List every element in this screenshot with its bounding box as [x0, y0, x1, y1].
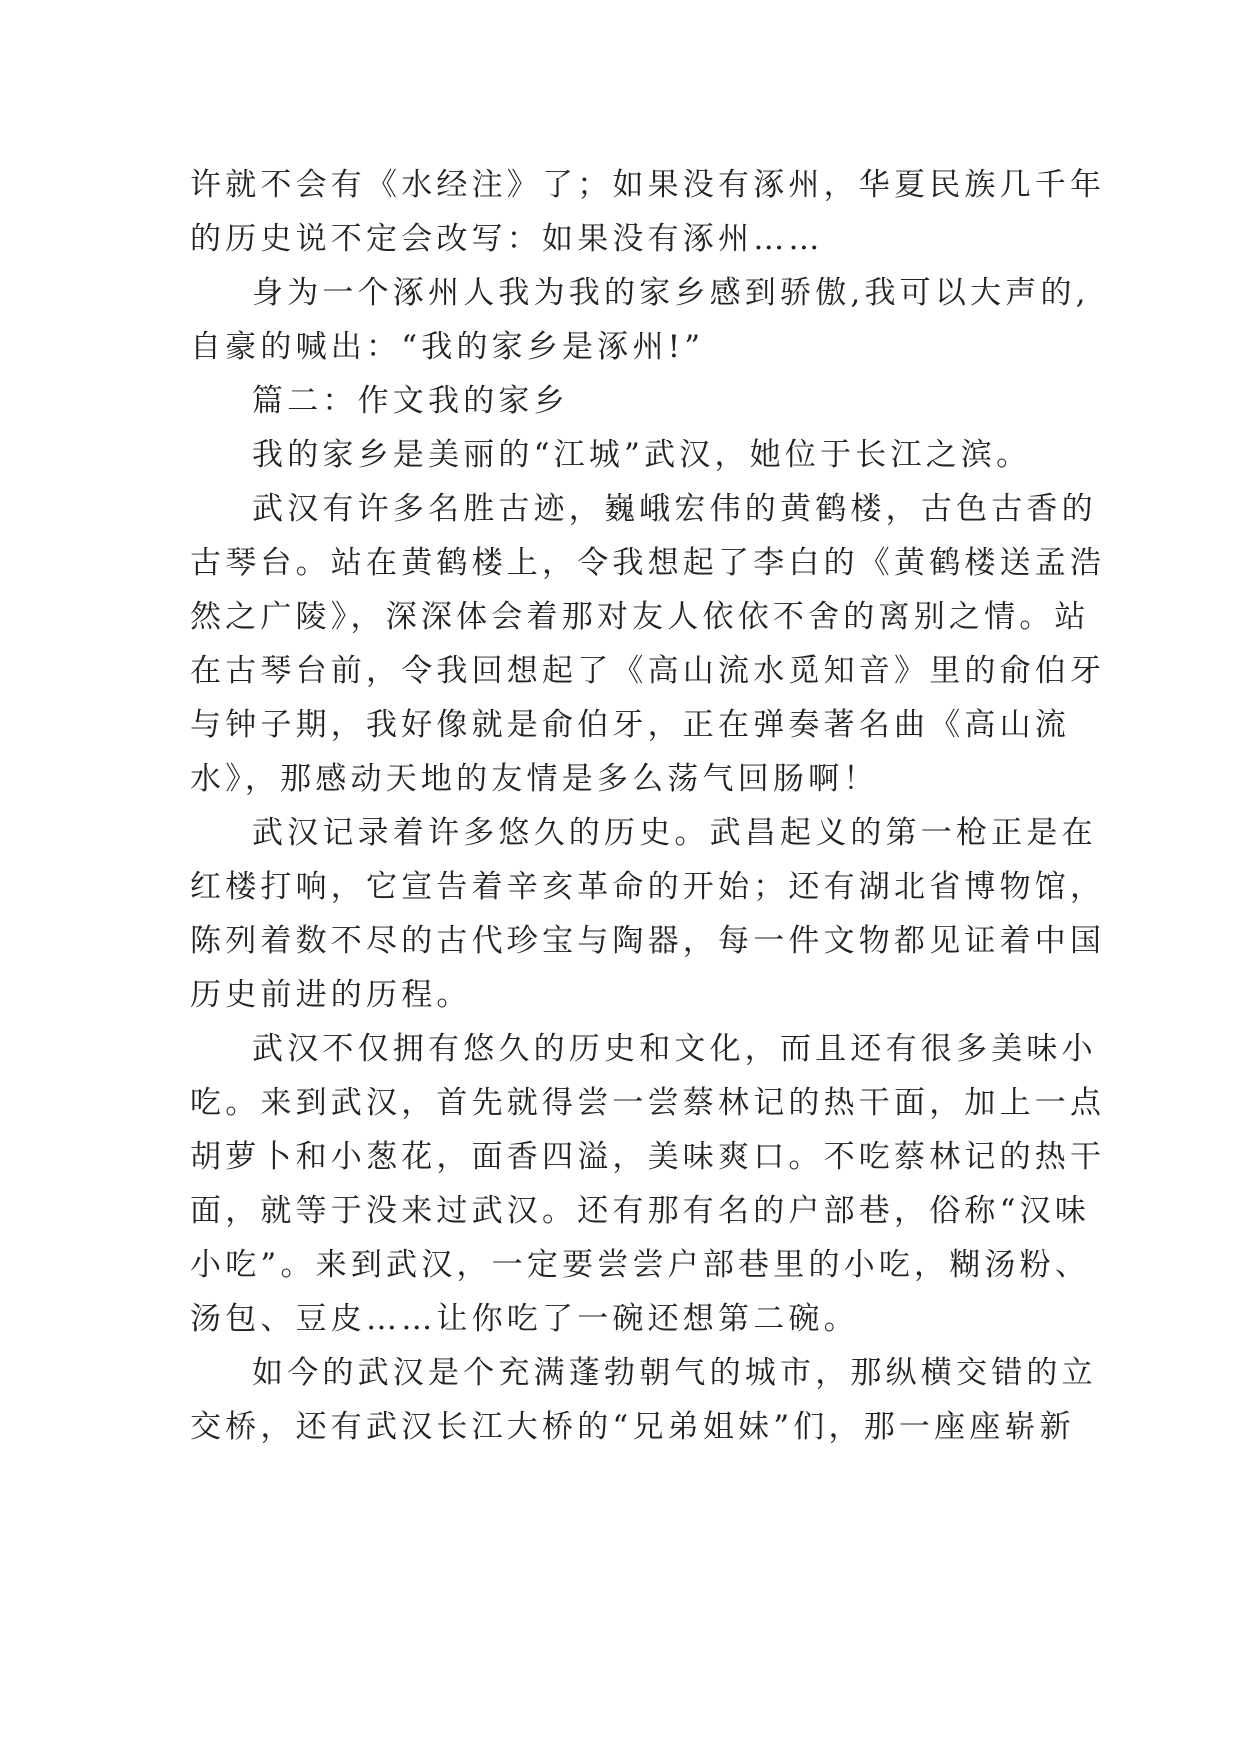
text-line: 许就不会有《水经注》了；如果没有涿州，华夏民族几千年 — [190, 167, 1106, 203]
section-heading: 篇二：作文我的家乡 — [252, 383, 569, 419]
text-line: 与钟子期，我好像就是俞伯牙，正在弹奏著名曲《高山流 — [190, 707, 1070, 743]
paragraph-start-line: 武汉有许多名胜古迹，巍峨宏伟的黄鹤楼，古色古香的 — [252, 491, 1097, 527]
text-line: 吃。来到武汉，首先就得尝一尝蔡林记的热干面，加上一点 — [190, 1085, 1106, 1121]
text-line: 交桥，还有武汉长江大桥的“兄弟姐妹”们，那一座座崭新 — [190, 1409, 1075, 1445]
text-line: 古琴台。站在黄鹤楼上，令我想起了李白的《黄鹤楼送孟浩 — [190, 545, 1106, 581]
text-line: 历史前进的历程。 — [190, 977, 472, 1013]
text-line: 胡萝卜和小葱花，面香四溢，美味爽口。不吃蔡林记的热干 — [190, 1139, 1106, 1175]
text-line: 红楼打响，它宣告着辛亥革命的开始；还有湖北省博物馆， — [190, 869, 1106, 905]
paragraph-start-line: 武汉记录着许多悠久的历史。武昌起义的第一枪正是在 — [252, 815, 1097, 851]
text-line: 的历史说不定会改写：如果没有涿州…… — [190, 221, 824, 257]
paragraph-start-line: 如今的武汉是个充满蓬勃朝气的城市，那纵横交错的立 — [252, 1355, 1097, 1391]
paragraph-start-line: 身为一个涿州人我为我的家乡感到骄傲,我可以大声的, — [252, 275, 1090, 311]
text-line: 小吃”。来到武汉，一定要尝尝户部巷里的小吃，糊汤粉、 — [190, 1247, 1091, 1283]
text-line: 然之广陵》，深深体会着那对友人依依不舍的离别之情。站 — [190, 599, 1090, 635]
text-line: 在古琴台前，令我回想起了《高山流水觅知音》里的俞伯牙 — [190, 653, 1106, 689]
paragraph-start-line: 武汉不仅拥有悠久的历史和文化，而且还有很多美味小 — [252, 1031, 1097, 1067]
text-line: 水》，那感动天地的友情是多么荡气回肠啊！ — [190, 761, 879, 797]
paragraph-start-line: 我的家乡是美丽的“江城”武汉，她位于长江之滨。 — [252, 437, 1032, 473]
text-line: 陈列着数不尽的古代珍宝与陶器，每一件文物都见证着中国 — [190, 923, 1106, 959]
text-line: 面，就等于没来过武汉。还有那有名的户部巷，俗称“汉味 — [190, 1193, 1091, 1229]
text-line: 自豪的喊出：“我的家乡是涿州!” — [190, 329, 705, 365]
text-line: 汤包、豆皮……让你吃了一碗还想第二碗。 — [190, 1301, 859, 1337]
